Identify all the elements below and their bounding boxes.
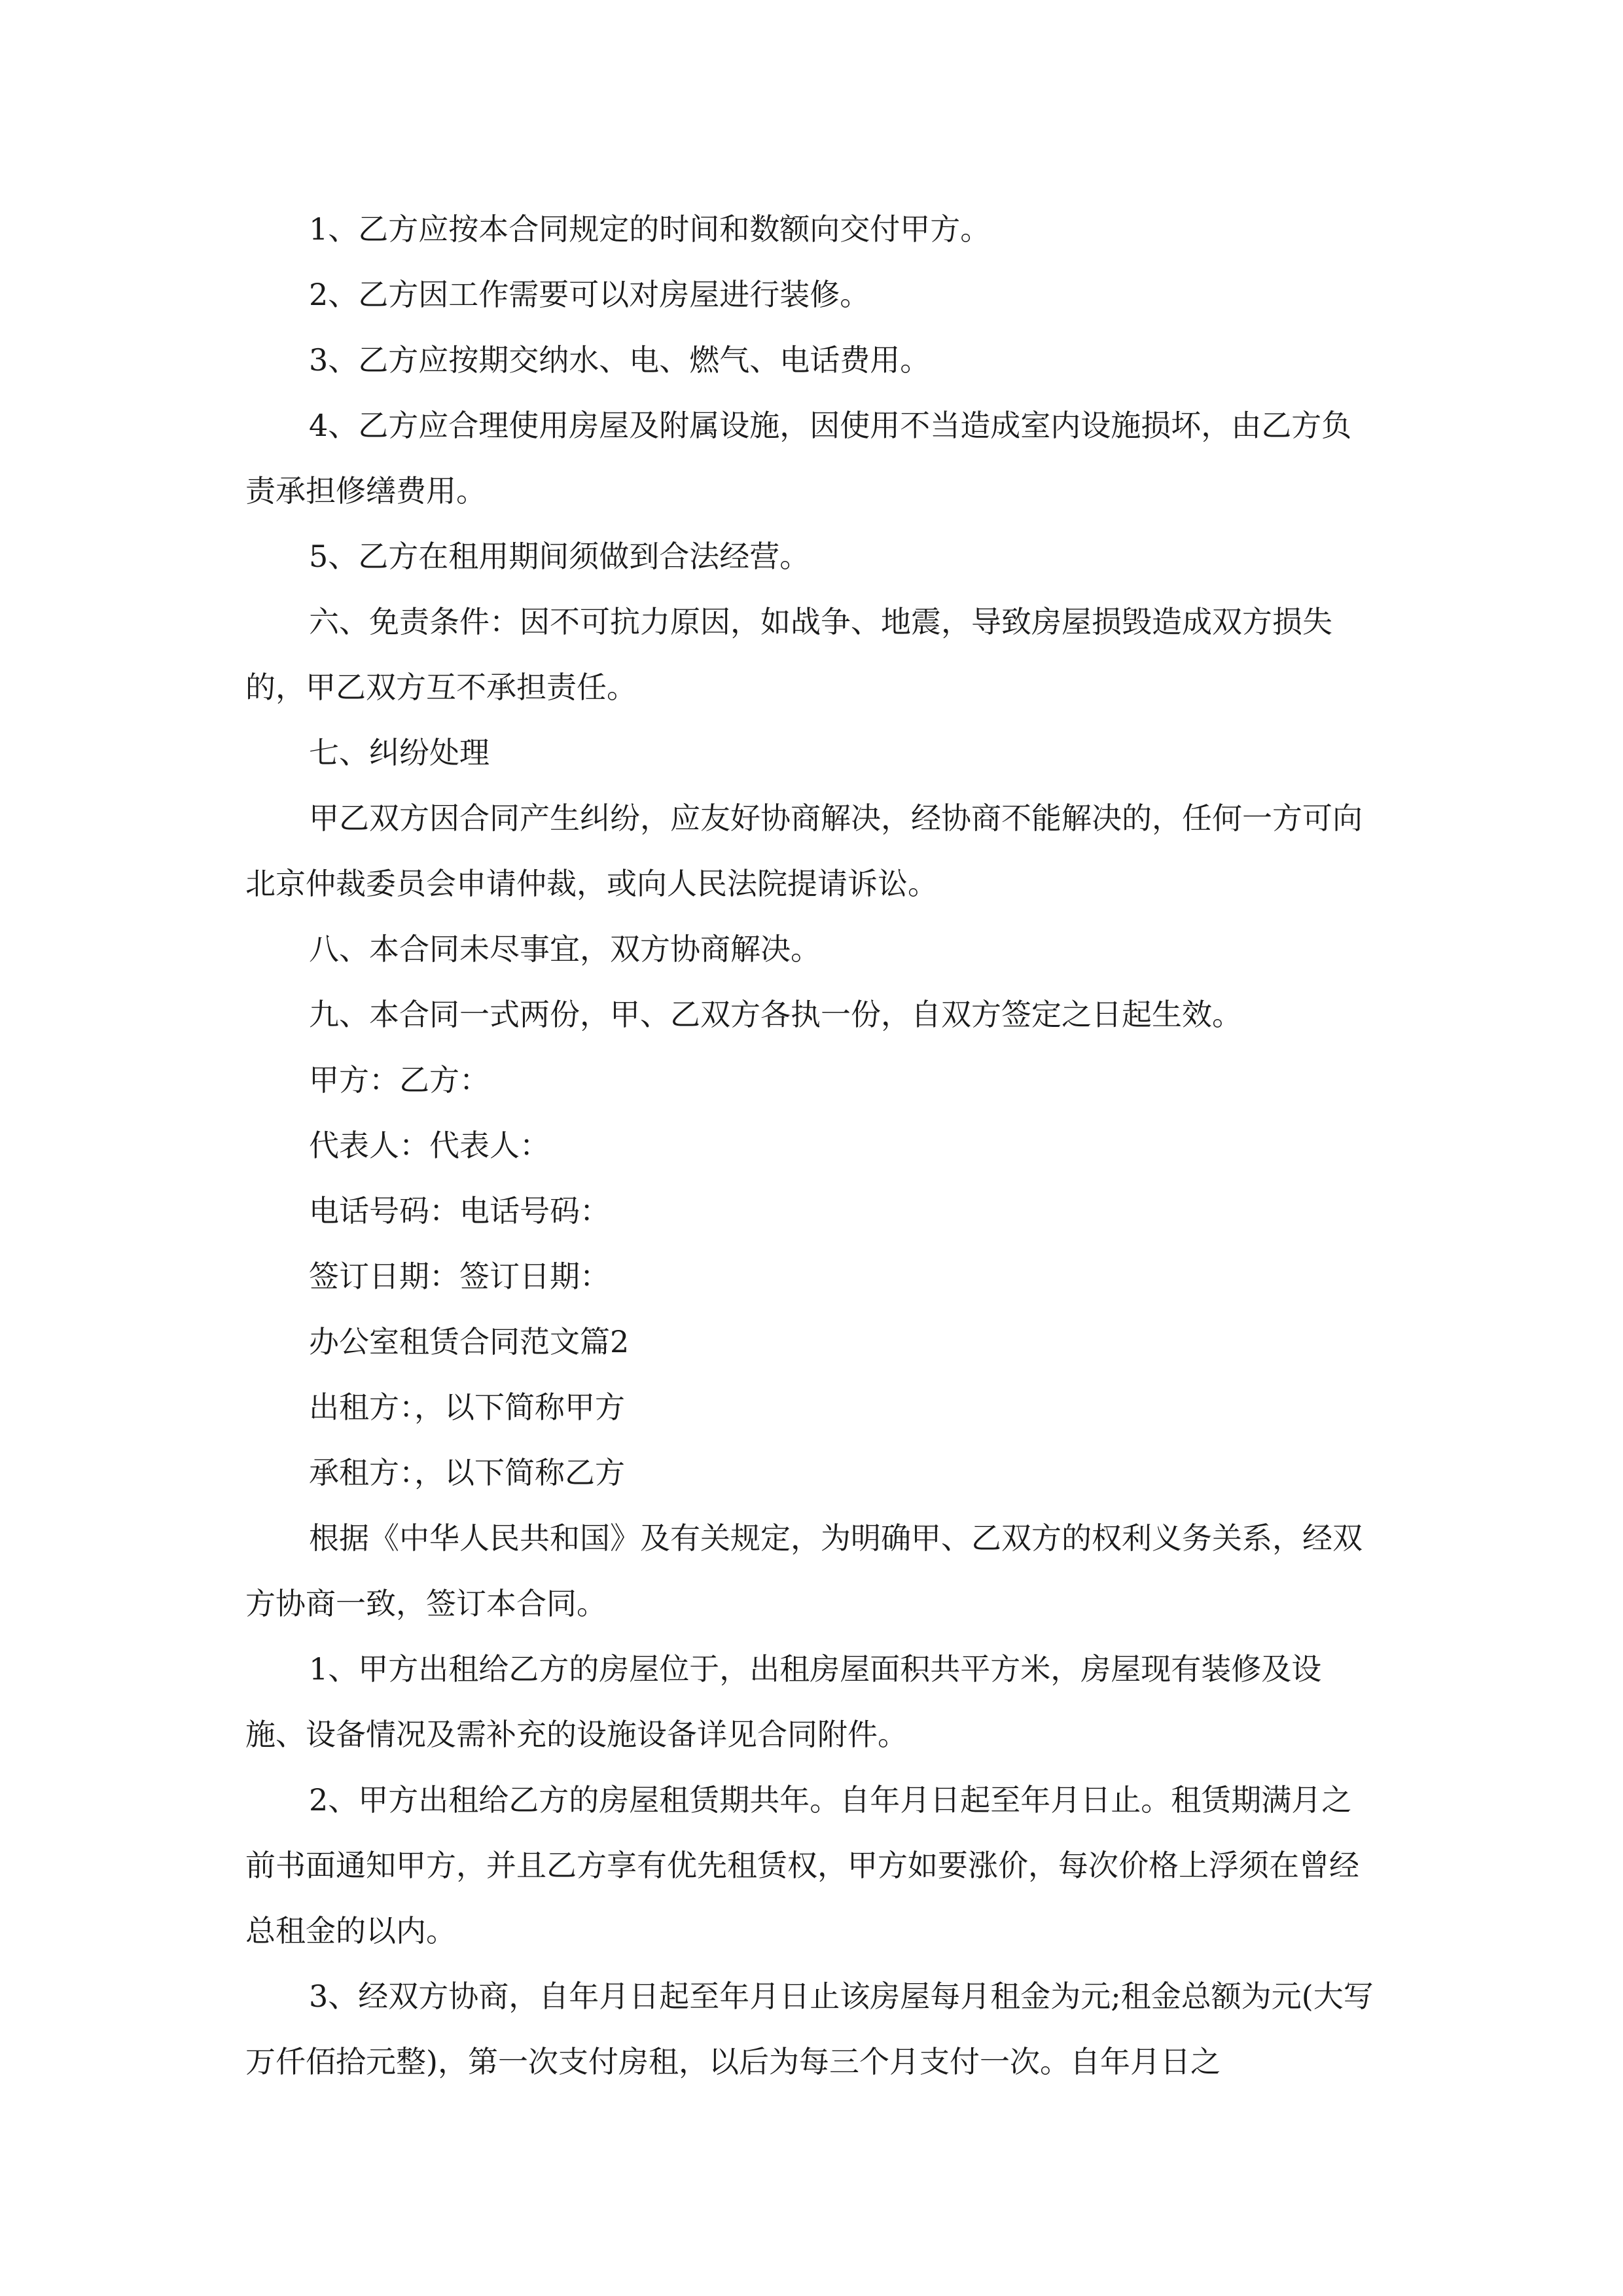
party-lessor: 出租方：，以下简称甲方 <box>309 1390 625 1425</box>
document-body <box>245 196 1379 2094</box>
paragraph-legal-operation: 5、乙方在租用期间须做到合法经营。 <box>309 539 810 574</box>
paragraph-unresolved-matters: 八、本合同未尽事宜，双方协商解决。 <box>309 931 821 967</box>
party-lessee: 承租方：，以下简称乙方 <box>309 1455 625 1490</box>
paragraph-tenant-payment: 1、乙方应按本合同规定的时间和数额向交付甲方。 <box>309 211 991 247</box>
paragraph-premises: 1、甲方出租给乙方的房屋位于，出租房屋面积共平方米，房屋现有装修及设施、设备情况及需补充的设施设备详见合同附件。 <box>245 1651 1322 1752</box>
paragraph-force-majeure: 六、免责条件：因不可抗力原因，如战争、地震，导致房屋损毁造成双方损失的，甲乙双方互不承担责任。 <box>245 604 1332 705</box>
paragraph-utilities: 3、乙方应按期交纳水、电、燃气、电话费用。 <box>309 342 931 378</box>
signature-phones: 电话号码：电话号码： <box>309 1193 610 1229</box>
paragraph-rent: 3、经双方协商，自年月日起至年月日止该房屋每月租金为元;租金总额为元(大写万仟佰拾元整)，第一次支付房租，以后为每三个月支付一次。自年月日之 <box>245 1979 1374 2079</box>
heading-dispute: 七、纠纷处理 <box>309 735 490 770</box>
paragraph-copies: 九、本合同一式两份，甲、乙双方各执一份，自双方签定之日起生效。 <box>309 997 1242 1032</box>
section-title-2: 办公室租赁合同范文篇2 <box>309 1324 630 1359</box>
signature-parties: 甲方：乙方： <box>309 1062 490 1098</box>
paragraph-preamble: 根据《中华人民共和国》及有关规定，为明确甲、乙双方的权利义务关系，经双方协商一致，签订本合同。 <box>245 1520 1363 1621</box>
paragraph-proper-use: 4、乙方应合理使用房屋及附属设施，因使用不当造成室内设施损坏，由乙方负责承担修缮费用。 <box>245 408 1352 509</box>
signature-dates: 签订日期：签订日期： <box>309 1259 610 1294</box>
paragraph-lease-term: 2、甲方出租给乙方的房屋租赁期共年。自年月日起至年月日止。租赁期满月之前书面通知甲方，并且乙方享有优先租赁权，甲方如要涨价，每次价格上浮须在曾经总租金的以内。 <box>245 1782 1359 1948</box>
signature-representatives: 代表人：代表人： <box>309 1128 550 1163</box>
paragraph-dispute: 甲乙双方因合同产生纠纷，应友好协商解决，经协商不能解决的，任何一方可向北京仲裁委员会申请仲裁，或向人民法院提请诉讼。 <box>245 800 1363 901</box>
paragraph-renovation: 2、乙方因工作需要可以对房屋进行装修。 <box>309 277 870 312</box>
